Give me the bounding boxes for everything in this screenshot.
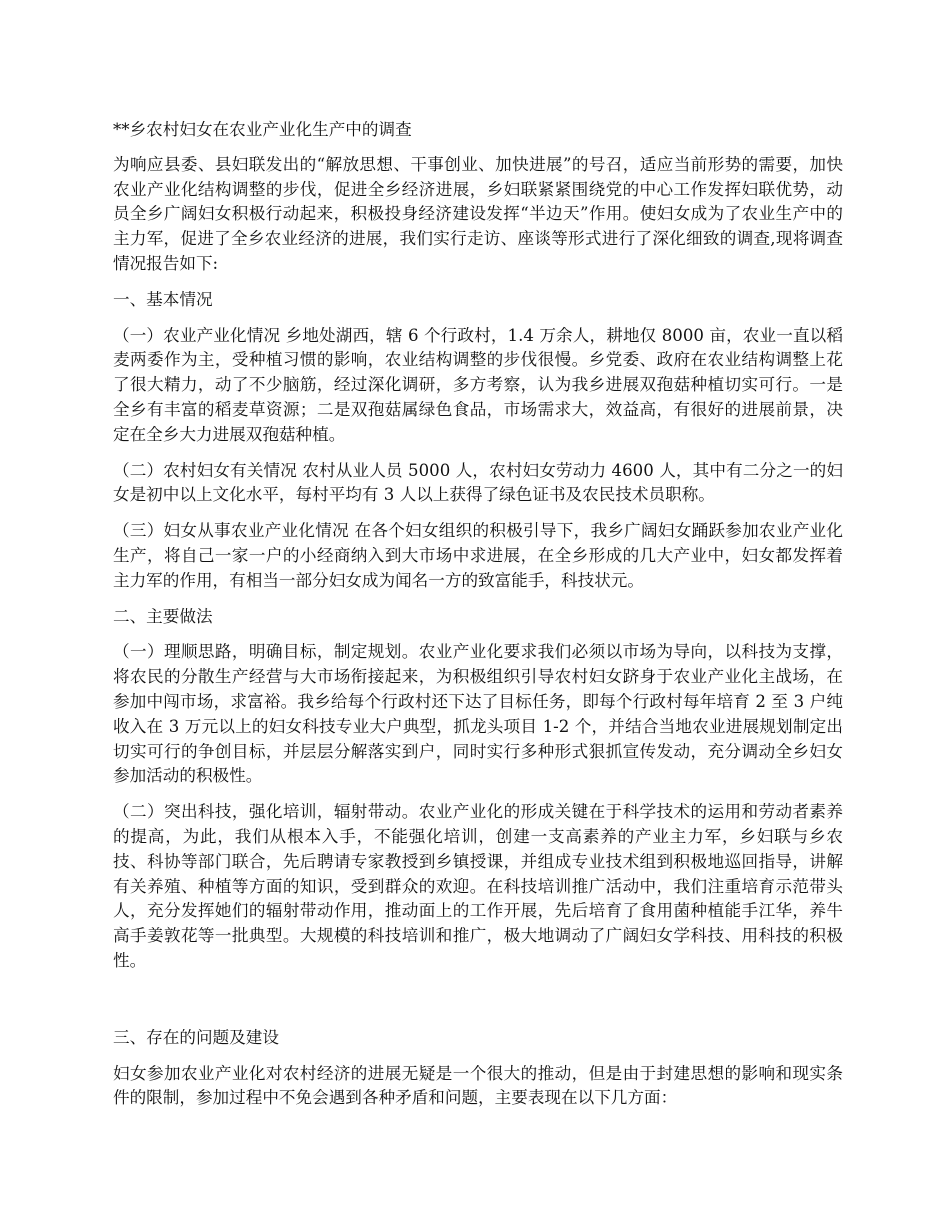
blank-spacer bbox=[113, 985, 843, 1026]
section-heading-problems: 三、存在的问题及建设 bbox=[113, 1027, 279, 1047]
paragraph-women-in-industrialization: （三）妇女从事农业产业化情况 在各个妇女组织的积极引导下，我乡广阔妇女踊跃参加农业产业化生产，将自己一家一户的小经商纳入到大市场中求进展，在全乡形成的几大产业中，妇女都发挥着主力军的作用，有相当一部分妇女成为闻名一方的致富能手，科技状元。 bbox=[113, 521, 843, 590]
paragraph-training: （二）突出科技，强化培训，辐射带动。农业产业化的形成关键在于科学技术的运用和劳动者素养的提高，为此，我们从根本入手，不能强化培训，创建一支高素养的产业主力军，乡妇联与乡农技、科协等部门联合，先后聘请专家教授到乡镇授课，并组成专业技术组到积极地巡回指导，讲解有关养殖、种植等方面的知识，受到群众的欢迎。在科技培训推广活动中，我们注重培育示范带头人，充分发挥她们的辐射带动作用，推动面上的工作开展，先后培育了食用菌种植能手江华，养牛高手姜敦花等一批典型。大规模的科技培训和推广，极大地调动了广阔妇女学科技、用科技的积极性。 bbox=[113, 802, 843, 970]
paragraph-planning: （一）理顺思路，明确目标，制定规划。农业产业化要求我们必须以市场为导向，以科技为支撑，将农民的分散生产经营与大市场衔接起来，为积极组织引导农村妇女跻身于农业产业化主战场，在参加中闯市场，求富裕。我乡给每个行政村还下达了目标任务，即每个行政村每年培育 2 至 3 户纯收入在 3 万元以上的妇女科技专业大户典型，抓龙头项目 1-2 个，并结合当地农业进展规划制定出切实可行的争创目标，并层层分解落实到户，同时实行多种形式狠抓宣传发动，充分调动全乡妇女参加活动的积极性。 bbox=[113, 642, 843, 786]
intro-paragraph: 为响应县委、县妇联发出的“解放思想、干事创业、加快进展”的号召，适应当前形势的需要，加快农业产业化结构调整的步伐，促进全乡经济进展，乡妇联紧紧围绕党的中心工作发挥妇联优势，动员全乡广阔妇女积极行动起来，积极投身经济建设发挥“半边天”作用。使妇女成为了农业生产中的主力军，促进了全乡农业经济的进展，我们实行走访、座谈等形式进行了深化细致的调查,现将调查情况报告如下: bbox=[113, 154, 843, 273]
document-page bbox=[113, 118, 843, 1122]
section-heading-basic-situation: 一、基本情况 bbox=[113, 289, 213, 309]
section-heading-main-practices: 二、主要做法 bbox=[113, 606, 213, 626]
paragraph-industrialization-situation: （一）农业产业化情况 乡地处湖西，辖 6 个行政村，1.4 万余人，耕地仅 8000 亩，农业一直以稻麦两委作为主，受种植习惯的影响，农业结构调整的步伐很慢。乡党委、政府在农业结构调整上花了很大精力，动了不少脑筋，经过深化调研，多方考察，认为我乡进展双孢菇种植切实可行。一是全乡有丰富的稻麦草资源；二是双孢菇属绿色食品，市场需求大，效益高，有很好的进展前景，决定在全乡大力进展双孢菇种植。 bbox=[113, 325, 843, 444]
paragraph-problems: 妇女参加农业产业化对农村经济的进展无疑是一个很大的推动，但是由于封建思想的影响和现实条件的限制，参加过程中不免会遇到各种矛盾和问题，主要表现在以下几方面： bbox=[113, 1063, 843, 1108]
paragraph-rural-women-situation: （二）农村妇女有关情况 农村从业人员 5000 人，农村妇女劳动力 4600 人，其中有二分之一的妇女是初中以上文化水平，每村平均有 3 人以上获得了绿色证书及农民技术员职称。 bbox=[113, 460, 843, 505]
document-title: **乡农村妇女在农业产业化生产中的调查 bbox=[113, 120, 412, 139]
